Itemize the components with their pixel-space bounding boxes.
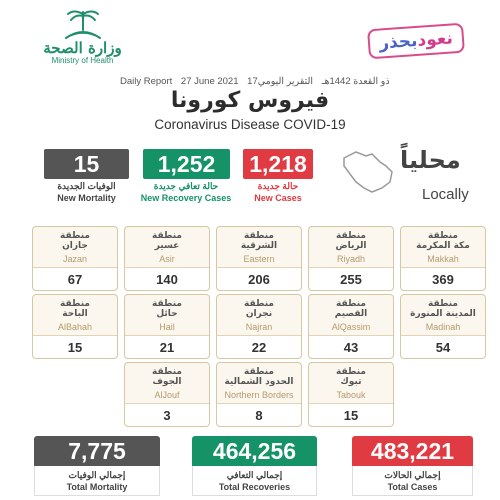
ministry-name-ar: وزارة الصحة xyxy=(43,39,122,57)
hijri-date: 17ذو القعدة 1442هـ xyxy=(247,76,390,87)
region-value: 43 xyxy=(309,335,393,358)
region-name-ar: الجوف xyxy=(152,377,182,387)
region-name-en: AlJouf xyxy=(154,390,180,400)
region-prefix: منطقة xyxy=(152,231,182,241)
region-name-en: Makkah xyxy=(427,254,459,264)
region-name-en: Madinah xyxy=(425,322,461,332)
total-mortality-label xyxy=(34,466,160,496)
region-name-ar: الباحة xyxy=(62,309,88,319)
region-card-hail xyxy=(124,294,210,359)
total-mortality-label-ar: إجمالي الوفيات xyxy=(68,470,126,480)
region-name-en: Jazan xyxy=(62,254,88,264)
region-name-en: Hail xyxy=(159,322,175,332)
new-cases-label-en: New Cases xyxy=(254,193,302,203)
region-name-ar: تبوك xyxy=(340,377,362,387)
page-title-en: Coronavirus Disease COVID-19 xyxy=(154,117,346,132)
region-card-jazan xyxy=(32,226,118,291)
new-cases-value: 1,218 xyxy=(243,149,313,179)
region-card-asir xyxy=(124,226,210,291)
gregorian-date: 27 June 2021 xyxy=(180,76,239,87)
region-name-ar: الرياض xyxy=(335,241,367,251)
region-value: 54 xyxy=(401,335,485,358)
region-name-ar: حائل xyxy=(156,309,178,319)
region-prefix: منطقة xyxy=(336,231,366,241)
palm-swords-emblem-icon xyxy=(58,8,108,42)
region-card-eastern xyxy=(216,226,302,291)
region-name-en: Northern Borders xyxy=(224,390,294,400)
region-name-ar: عسير xyxy=(154,241,180,251)
region-card-riyadh xyxy=(308,226,394,291)
page-title-ar: فيروس كورونا xyxy=(170,88,330,113)
region-value: 8 xyxy=(217,403,301,426)
total-cases-label-en: Total Cases xyxy=(387,482,438,492)
new-recovery-value: 1,252 xyxy=(143,149,230,179)
region-card-najran xyxy=(216,294,302,359)
region-card-northern-borders xyxy=(216,362,302,427)
region-card-albahah xyxy=(32,294,118,359)
total-cases-value: 483,221 xyxy=(352,436,473,466)
locally-heading-ar: محلياً xyxy=(400,146,461,174)
region-name-en: Tabouk xyxy=(336,390,366,400)
saudi-map-icon xyxy=(336,148,396,196)
region-prefix: منطقة xyxy=(244,299,274,309)
region-name-ar: نجران xyxy=(245,309,273,319)
region-prefix: منطقة xyxy=(152,367,182,377)
region-prefix: منطقة xyxy=(244,231,274,241)
report-label-ar: التقرير اليومي xyxy=(257,76,314,87)
region-value: 21 xyxy=(125,335,209,358)
region-card-madinah xyxy=(400,294,486,359)
region-value: 67 xyxy=(33,267,117,290)
region-name-ar: القصيم xyxy=(334,309,368,319)
region-value: 15 xyxy=(33,335,117,358)
total-recoveries-label-ar: إجمالي التعافي xyxy=(226,470,283,480)
region-value: 255 xyxy=(309,267,393,290)
total-recoveries-label xyxy=(192,466,317,496)
region-card-alqassim xyxy=(308,294,394,359)
region-card-tabouk xyxy=(308,362,394,427)
region-value: 140 xyxy=(125,267,209,290)
region-prefix: منطقة xyxy=(60,231,90,241)
region-value: 206 xyxy=(217,267,301,290)
region-name-en: Asir xyxy=(159,254,175,264)
total-mortality-label-en: Total Mortality xyxy=(66,482,128,492)
region-prefix: منطقة xyxy=(428,231,458,241)
region-value: 15 xyxy=(309,403,393,426)
region-prefix: منطقة xyxy=(244,367,274,377)
region-name-en: Eastern xyxy=(243,254,275,264)
region-value: 3 xyxy=(125,403,209,426)
new-mortality-label-en: New Mortality xyxy=(57,193,116,203)
report-label-en: Daily Report xyxy=(120,76,173,87)
new-mortality-label-ar: الوفيات الجديدة xyxy=(57,181,116,191)
moh-logo xyxy=(40,8,125,78)
total-recoveries-label-en: Total Recoveries xyxy=(218,482,291,492)
region-name-ar: مكة المكرمة xyxy=(416,241,470,251)
region-prefix: منطقة xyxy=(152,299,182,309)
locally-heading-en: Locally xyxy=(422,186,469,203)
region-name-ar: المدينة المنورة xyxy=(410,309,476,319)
region-value: 369 xyxy=(401,267,485,290)
slogan-part-1: نعود xyxy=(416,28,454,51)
new-recovery-label-en: New Recovery Cases xyxy=(140,193,232,203)
total-cases-label xyxy=(352,466,473,496)
total-recoveries-value: 464,256 xyxy=(192,436,317,466)
new-mortality-value: 15 xyxy=(44,149,129,179)
region-card-makkah xyxy=(400,226,486,291)
region-name-en: AlBahah xyxy=(57,322,93,332)
ministry-name-en: Ministry of Health xyxy=(51,56,114,65)
region-prefix: منطقة xyxy=(60,299,90,309)
region-prefix: منطقة xyxy=(336,299,366,309)
region-name-ar: جازان xyxy=(62,241,88,251)
region-prefix: منطقة xyxy=(336,367,366,377)
slogan-part-2: بحذر xyxy=(378,30,419,54)
report-date-line xyxy=(120,76,420,87)
total-mortality-value: 7,775 xyxy=(34,436,160,466)
region-name-ar: الشرقية xyxy=(240,241,278,251)
new-recovery-label-ar: حالة تعافي جديدة xyxy=(153,181,219,191)
region-card-aljouf xyxy=(124,362,210,427)
region-name-en: AlQassim xyxy=(331,322,371,332)
region-prefix: منطقة xyxy=(428,299,458,309)
slogan-badge xyxy=(367,23,465,60)
region-name-en: Najran xyxy=(245,322,273,332)
new-cases-label-ar: حالة جديدة xyxy=(257,181,299,191)
region-name-en: Riyadh xyxy=(336,254,365,264)
total-cases-label-ar: إجمالي الحالات xyxy=(384,470,441,480)
region-value: 22 xyxy=(217,335,301,358)
region-name-ar: الحدود الشمالية xyxy=(224,377,294,387)
